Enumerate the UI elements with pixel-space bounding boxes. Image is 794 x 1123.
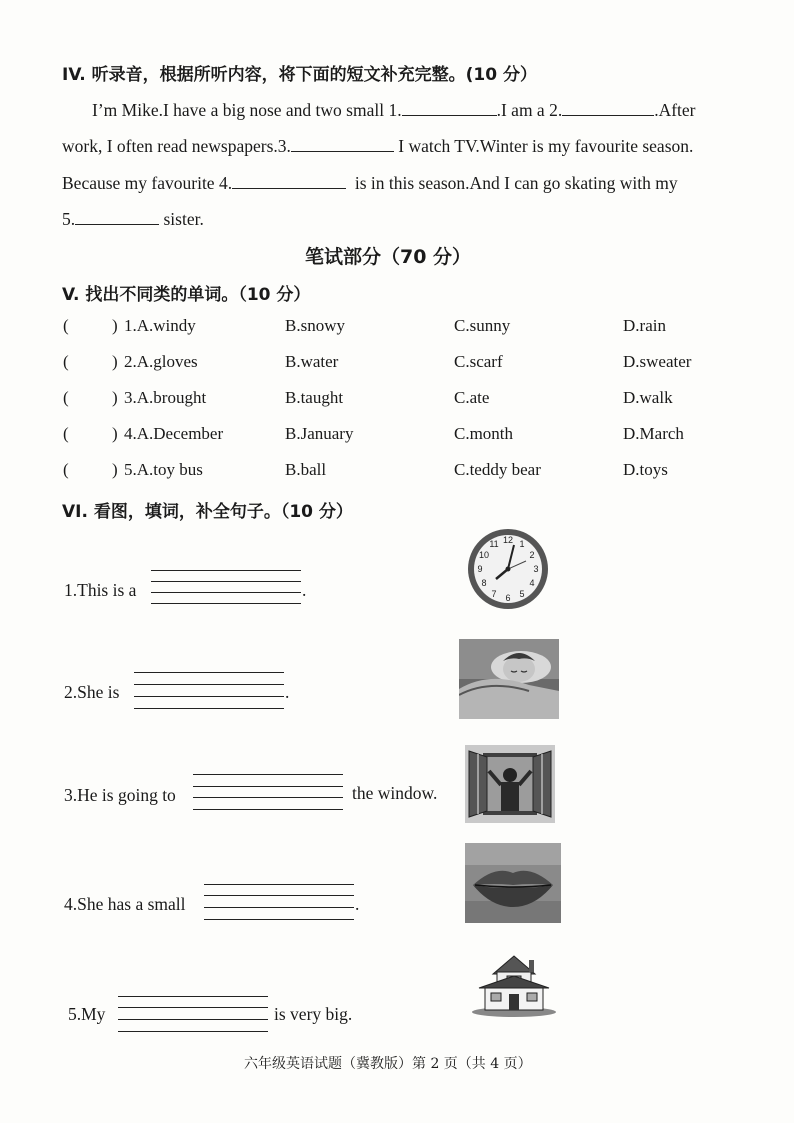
blank-3[interactable] [291,133,394,152]
svg-text:9: 9 [477,564,483,574]
answer-paren-open[interactable]: ( [63,424,69,443]
page-footer: 六年级英语试题（冀教版）第 2 页（共 4 页） [244,1056,532,1072]
section-6-heading: VI. 看图，填词，补全句子。（10 分） [62,502,353,522]
option-d: D.sweater [623,352,692,371]
open-window-icon [465,745,555,823]
blank-5[interactable] [75,206,159,225]
svg-text:4: 4 [529,578,535,588]
mouth-icon [465,843,561,923]
blank-4[interactable] [232,170,346,189]
option-a: 4.A.December [124,424,224,443]
passage-text: sister. [163,209,204,229]
option-a: 1.A.windy [124,316,196,335]
option-d: D.rain [623,316,666,335]
option-a: 5.A.toy bus [124,460,203,479]
option-b: B.ball [285,460,327,479]
answer-paren-open[interactable]: ( [63,352,69,371]
svg-text:11: 11 [489,539,499,549]
passage-line-3 [62,170,678,194]
svg-text:12: 12 [502,535,514,545]
sentence-3-start: 3.He is going to [64,785,176,805]
svg-text:8: 8 [481,578,487,588]
answer-paren-close: ) [112,460,118,479]
svg-text:6: 6 [505,593,511,603]
answer-paren-close: ) [112,316,118,335]
passage-text: .I am a 2. [496,100,563,120]
svg-text:1: 1 [519,539,525,549]
clock-icon [466,527,550,611]
passage-text: is in this season.And I can go skating with my [354,173,678,193]
answer-paren-open[interactable]: ( [63,388,69,407]
sentence-5-start: 5.My [68,1004,106,1024]
svg-text:5: 5 [519,589,525,599]
passage-line-2 [62,133,693,157]
answer-paren-close: ) [112,388,118,407]
sentence-2-start: 2.She is [64,682,120,702]
sentence-3-end: the window. [352,783,438,803]
answer-paren-close: ) [112,424,118,443]
svg-text:3: 3 [533,564,539,574]
sentence-2-end: . [285,682,290,702]
svg-text:10: 10 [478,550,490,560]
option-b: B.snowy [285,316,345,335]
option-d: D.toys [623,460,668,479]
passage-text: Because my favourite 4. [62,173,233,193]
blank-2[interactable] [562,97,654,116]
option-b: B.water [285,352,339,371]
sentence-4-end: . [355,894,360,914]
option-d: D.walk [623,388,673,407]
svg-text:2: 2 [529,550,535,560]
option-b: B.January [285,424,354,443]
section-4-heading: IV. 听录音，根据所听内容，将下面的短文补充完整。(10 分） [62,65,538,85]
answer-paren-open[interactable]: ( [63,316,69,335]
option-c: C.teddy bear [454,460,541,479]
option-d: D.March [623,424,684,443]
passage-text: I watch TV.Winter is my favourite season. [398,136,694,156]
option-c: C.sunny [454,316,511,335]
option-c: C.ate [454,388,490,407]
blank-1[interactable] [402,97,497,116]
sentence-4-start: 4.She has a small [64,894,186,914]
passage-text: I’m Mike.I have a big nose and two small 1. [92,100,402,120]
section-5-heading: V. 找出不同类的单词。（10 分） [62,285,311,305]
house-icon [471,952,557,1018]
answer-paren-close: ) [112,352,118,371]
option-a: 2.A.gloves [124,352,198,371]
passage-text: 5. [62,209,76,229]
sleeping-girl-icon [459,639,559,719]
sentence-1-start: 1.This is a [64,580,137,600]
option-c: C.scarf [454,352,503,371]
option-a: 3.A.brought [124,388,207,407]
answer-paren-open[interactable]: ( [63,460,69,479]
sentence-1-end: . [302,580,307,600]
option-b: B.taught [285,388,344,407]
sentence-5-end: is very big. [274,1004,353,1024]
passage-text: .After [654,100,696,120]
option-c: C.month [454,424,514,443]
passage-line-1 [92,97,696,121]
passage-text: work, I often read newspapers.3. [62,136,291,156]
passage-line-4 [62,206,204,230]
svg-text:7: 7 [491,589,497,599]
written-part-title: 笔试部分（70 分） [305,246,472,268]
